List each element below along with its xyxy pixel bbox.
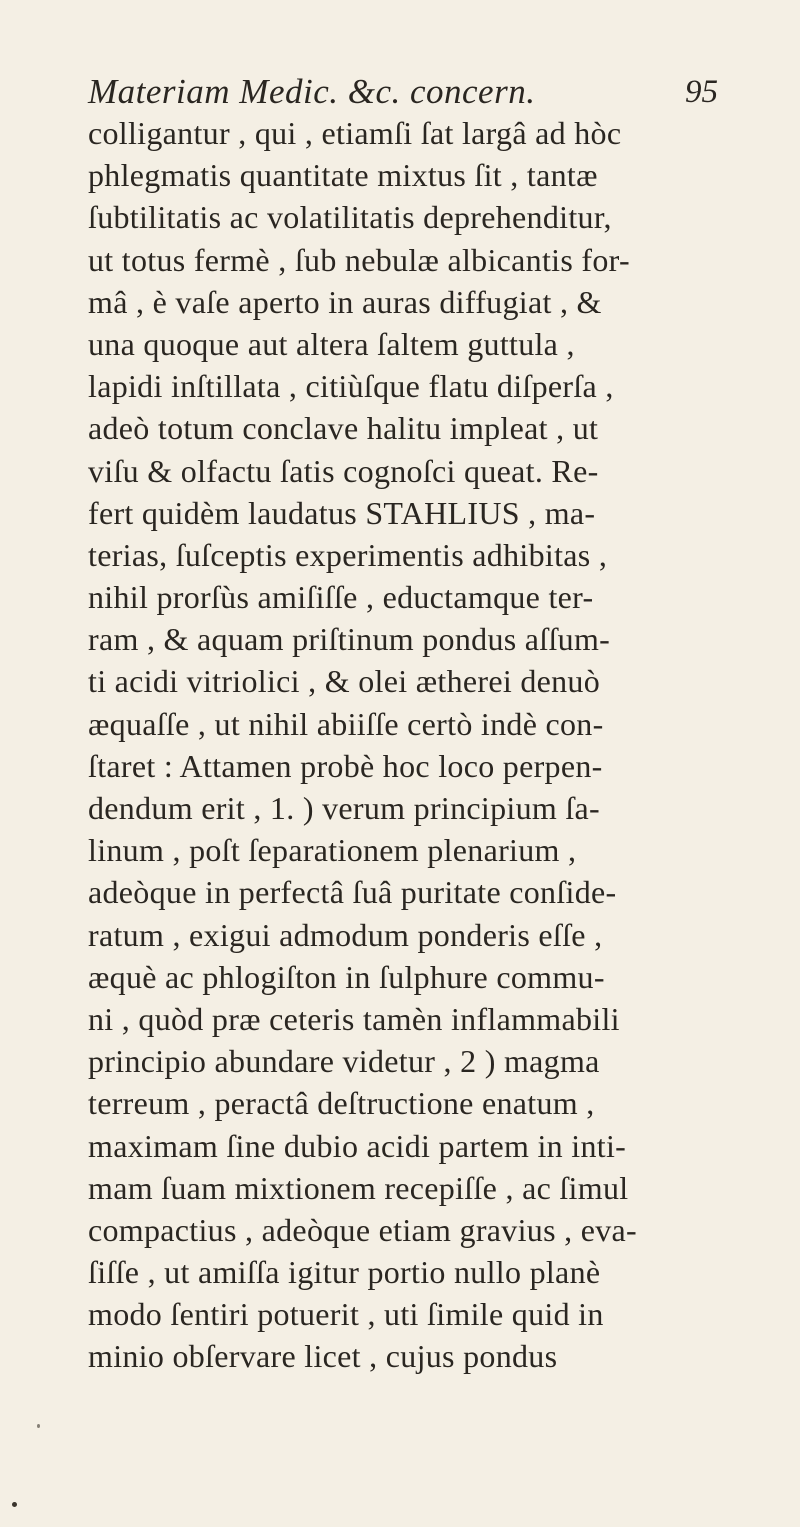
text-line: minio obſervare licet , cujus pondus <box>88 1338 558 1375</box>
text-line: maximam ſine dubio acidi partem in inti- <box>88 1127 627 1164</box>
page-number: 95 <box>685 74 718 110</box>
text-line: nihil prorſùs amiſiſſe , eductamque ter- <box>88 579 594 616</box>
text-line: terreum , peractâ deſtructione enatum , <box>88 1085 595 1122</box>
text-line: mâ , è vaſe aperto in auras diffugiat , & <box>88 283 602 320</box>
text-line: ut totus fermè , ſub nebulæ albicantis for- <box>88 241 630 278</box>
text-line: mam ſuam mixtionem recepiſſe , ac ſimul <box>88 1169 629 1206</box>
text-line: viſu & olfactu ſatis cognoſci queat. Re- <box>88 452 599 489</box>
running-head: Materiam Medic. &c. concern. <box>88 72 536 111</box>
text-line: æquè ac phlogiſton in ſulphure commu- <box>88 958 605 995</box>
text-line: fert quidèm laudatus STAHLIUS , ma- <box>88 494 596 531</box>
text-line: ratum , exigui admodum ponderis eſſe , <box>88 916 603 953</box>
ink-speck <box>37 1424 40 1428</box>
text-line: terias, ſuſceptis experimentis adhibitas , <box>88 536 608 573</box>
text-line: ni , quòd præ ceteris tamèn inflammabili <box>88 1000 620 1037</box>
text-line: ti acidi vitriolici , & olei ætherei denuò <box>88 663 601 700</box>
text-line: linum , poſt ſeparationem plenarium , <box>88 832 577 869</box>
text-line: ſubtilitatis ac volatilitatis deprehenditur, <box>88 199 612 236</box>
text-line: adeò totum conclave halitu impleat , ut <box>88 410 599 447</box>
text-line: adeòque in perfectâ ſuâ puritate conſide- <box>88 874 617 911</box>
text-line: compactius , adeòque etiam gravius , eva- <box>88 1211 637 1248</box>
text-line: ſiſſe , ut amiſſa igitur portio nullo planè <box>88 1254 601 1291</box>
text-line: lapidi inſtillata , citiùſque flatu diſperſa , <box>88 368 614 405</box>
text-line: phlegmatis quantitate mixtus ſit , tantæ <box>88 157 598 194</box>
text-line: æquaſſe , ut nihil abiiſſe certò indè con- <box>88 705 604 742</box>
text-line: modo ſentiri potuerit , uti ſimile quid in <box>88 1296 604 1333</box>
text-line: ſtaret : Attamen probè hoc loco perpen- <box>88 747 603 784</box>
body-text <box>88 112 724 1378</box>
text-line: una quoque aut altera ſaltem guttula , <box>88 325 575 362</box>
text-line: dendum erit , 1. ) verum principium ſa- <box>88 790 601 826</box>
text-line: principio abundare videtur , 2 ) magma <box>88 1043 600 1080</box>
text-line: colligantur , qui , etiamſi ſat largâ ad hòc <box>88 115 622 151</box>
ink-speck <box>12 1502 17 1507</box>
text-line: ram , & aquam priſtinum pondus aſſum- <box>88 621 611 658</box>
